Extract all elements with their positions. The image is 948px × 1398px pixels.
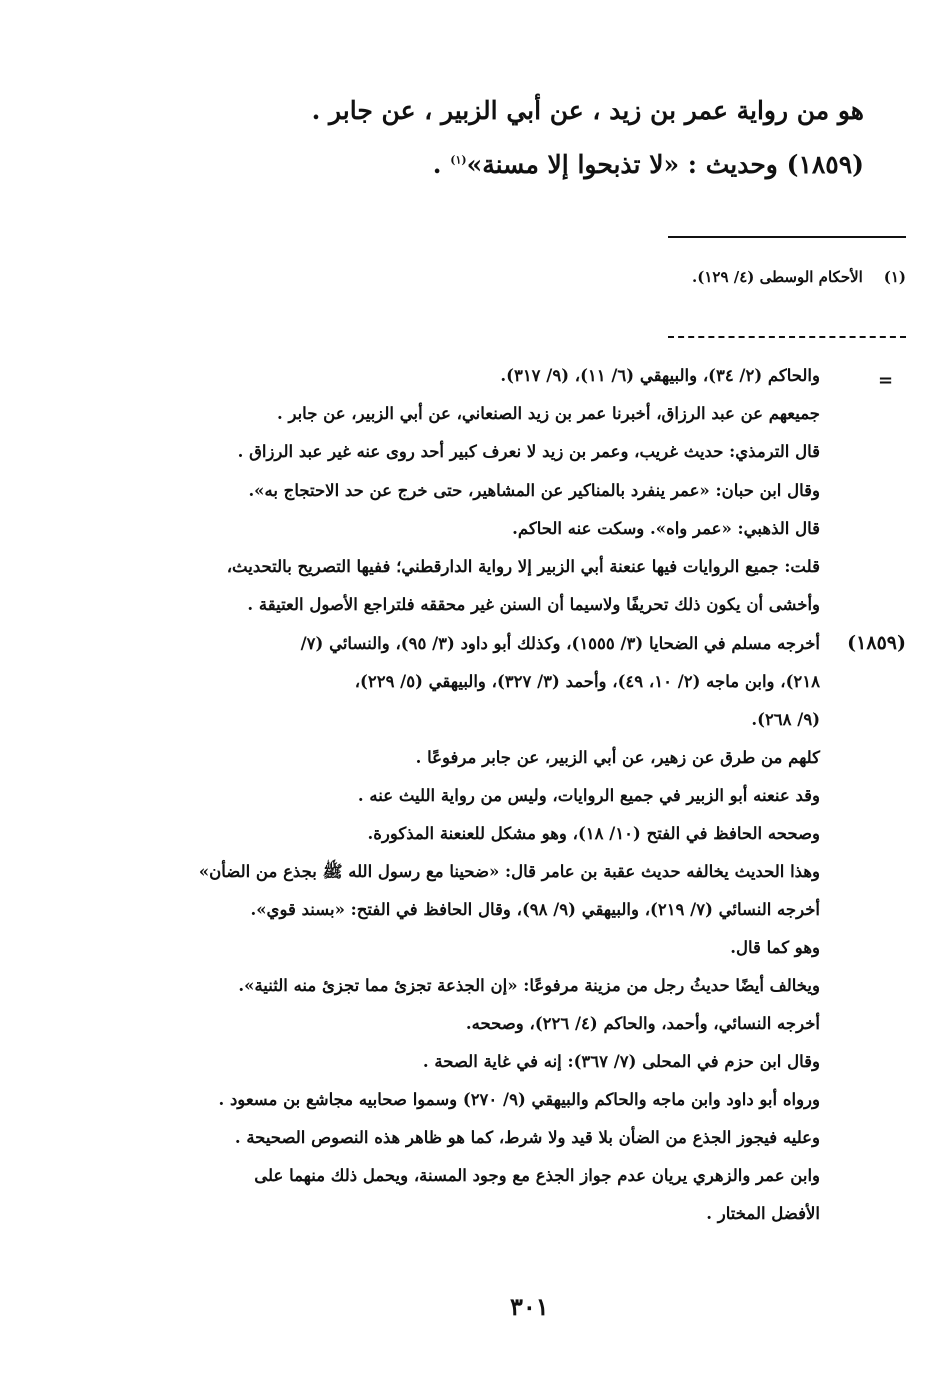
footnote-marker: (١) — [883, 268, 906, 286]
footnote-text: الأحكام الوسطى (٤/ ١٢٩). — [692, 268, 863, 286]
commentary-separator — [668, 336, 906, 338]
commentary-line: وقال ابن حزم في المحلى (٧/ ٣٦٧): إنه في غاية الصحة . — [422, 1052, 820, 1071]
commentary-hadith-number: (١٨٥٩) — [847, 632, 906, 654]
commentary-line: والحاكم (٢/ ٣٤)، والبيهقي (٦/ ١١)، (٩/ ٣١٧). — [500, 366, 820, 385]
footnote — [692, 268, 906, 286]
commentary-line: وهو كما قال. — [730, 938, 820, 957]
commentary-line: قلت: جميع الروايات فيها عنعنة أبي الزبير إلا رواية الدارقطني؛ ففيها التصريح بالتحديث، — [226, 557, 820, 576]
hadith-number: (١٨٥٩) — [786, 150, 864, 179]
commentary-line: وابن عمر والزهري يريان عدم جواز الجذع مع وجود المسنة، ويحمل ذلك منهما على — [254, 1166, 820, 1185]
commentary-line: وعليه فيجوز الجذع من الضأن بلا قيد ولا شرط، كما هو ظاهر هذه النصوص الصحيحة . — [234, 1128, 820, 1147]
continuation-marker: = — [878, 370, 894, 391]
footnote-ref: (١) — [450, 153, 467, 167]
footnote-separator — [668, 236, 906, 238]
main-text-line-2 — [433, 150, 864, 179]
commentary-line: وقد عنعنه أبو الزبير في جميع الروايات، وليس من رواية الليث عنه . — [357, 786, 820, 805]
commentary-line: (٩/ ٢٦٨). — [751, 710, 820, 729]
hadith-text: وحديث : «لا تذبحوا إلا مسنة» — [466, 150, 778, 179]
commentary-line: جميعهم عن عبد الرزاق، أخبرنا عمر بن زيد الصنعاني، عن أبي الزبير، عن جابر . — [276, 404, 820, 423]
commentary-line: وقال ابن حبان: «عمر ينفرد بالمناكير عن المشاهير، حتى خرج عن حد الاحتجاج به». — [248, 481, 820, 500]
main-text-line-1: هو من رواية عمر بن زيد ، عن أبي الزبير ، عن جابر . — [311, 96, 864, 125]
commentary-line: وأخشى أن يكون ذلك تحريفًا ولاسيما أن السنن غير محققه فلتراجع الأصول العتيقة . — [247, 595, 820, 614]
page-number: ٣٠١ — [510, 1292, 549, 1321]
commentary-line: ٢١٨)، وابن ماجه (٢/ ١٠، ٤٩)، وأحمد (٣/ ٣٢٧)، والبيهقي (٥/ ٢٢٩)، — [354, 672, 820, 691]
commentary-line: كلهم من طرق عن زهير، عن أبي الزبير، عن جابر مرفوعًا . — [415, 748, 820, 767]
commentary-line: قال الترمذي: حديث غريب، وعمر بن زيد لا نعرف كبير أحد روى عنه غير عبد الرزاق . — [237, 442, 820, 461]
commentary-line: وصححه الحافظ في الفتح (١٠/ ١٨)، وهو مشكل للعنعنة المذكورة. — [367, 824, 820, 843]
commentary-line: وهذا الحديث يخالفه حديث عقبة بن عامر قال: «ضحينا مع رسول الله ﷺ بجذع من الضأن» — [198, 862, 820, 881]
commentary-line: قال الذهبي: «عمر واه». وسكت عنه الحاكم. — [512, 519, 820, 538]
hadith-end: . — [432, 150, 451, 179]
commentary-line: الأفضل المختار . — [706, 1204, 820, 1223]
commentary-line: أخرجه النسائي (٧/ ٢١٩)، والبيهقي (٩/ ٩٨)، وقال الحافظ في الفتح: «بسند قوي». — [250, 900, 820, 919]
commentary-line: أخرجه مسلم في الضحايا (٣/ ١٥٥٥)، وكذلك أبو داود (٣/ ٩٥)، والنسائي (٧/ — [300, 634, 820, 653]
commentary-line: ويخالف أيضًا حديثُ رجل من مزينة مرفوعًا: «إن الجذعة تجزئ مما تجزئ منه الثنية». — [238, 976, 820, 995]
commentary-line: ورواه أبو داود وابن ماجه والحاكم والبيهقي (٩/ ٢٧٠) وسموا صحابيه مجاشع بن مسعود . — [218, 1090, 820, 1109]
commentary-line: أخرجه النسائي، وأحمد، والحاكم (٤/ ٢٢٦)، وصححه. — [465, 1014, 820, 1033]
